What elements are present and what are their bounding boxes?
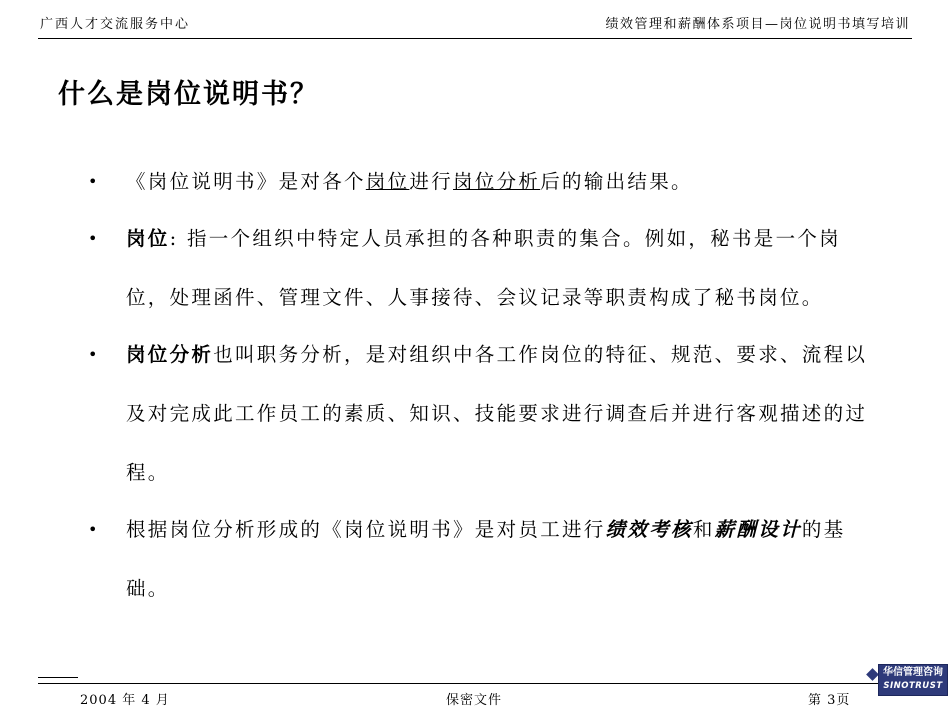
bullet-item-3 xyxy=(88,325,868,502)
bullet-marker: • xyxy=(88,172,100,191)
footer-confidential: 保密文件 xyxy=(446,693,503,708)
emphasis-performance-appraisal: 绩效考核 xyxy=(605,518,693,541)
bullet-item-2 xyxy=(88,209,868,327)
header-divider xyxy=(38,38,912,39)
link-position-analysis[interactable]: 岗位分析 xyxy=(453,170,541,193)
bullet-list xyxy=(88,152,868,618)
page-title: 什么是岗位说明书？ xyxy=(58,79,319,110)
bullet-1-text: 《岗位说明书》是对各个 xyxy=(126,170,366,193)
footer-divider xyxy=(38,683,890,684)
footer-page-number: 第 3页 xyxy=(808,693,851,708)
bullet-marker: • xyxy=(88,345,100,364)
bullet-item-1 xyxy=(88,152,868,211)
emphasis-compensation-design: 薪酬设计 xyxy=(714,518,802,541)
term-position: 岗位 xyxy=(126,227,170,250)
bullet-item-4 xyxy=(88,500,868,618)
header-organization: 广西人才交流服务中心 xyxy=(40,17,191,32)
bullet-2-text: : 指一个组织中特定人员承担的各种职责的集合。例如，秘书是一个岗位，处理函件、管理文件、人事接待、会议记录等职责构成了秘书岗位。 xyxy=(126,227,841,309)
header-project-title: 绩效管理和薪酬体系项目—岗位说明书填写培训 xyxy=(605,17,910,32)
bullet-4-text-2: 和 xyxy=(692,518,715,541)
bullet-1-text-2: 进行 xyxy=(409,170,454,193)
term-position-analysis: 岗位分析 xyxy=(126,343,214,366)
bullet-marker: • xyxy=(88,520,100,539)
logo-diamond-icon xyxy=(866,668,879,681)
bullet-3-text: 也叫职务分析，是对组织中各工作岗位的特征、规范、要求、流程以及对完成此工作员工的素质、知识、技能要求进行调查后并进行客观描述的过程。 xyxy=(126,343,868,484)
company-logo xyxy=(878,664,948,696)
logo-chinese-name: 华信管理咨询 xyxy=(883,667,943,678)
bullet-4-text: 根据岗位分析形成的《岗位说明书》是对员工进行 xyxy=(126,518,606,541)
bullet-marker: • xyxy=(88,229,100,248)
footer-date: 2004 年 4 月 xyxy=(80,693,170,708)
footer-accent-line xyxy=(38,677,78,678)
logo-english-name: SINOTRUST xyxy=(883,681,943,691)
bullet-1-text-3: 后的输出结果。 xyxy=(540,170,693,193)
bullet-4-text-3: 的基础。 xyxy=(126,518,846,600)
link-position[interactable]: 岗位 xyxy=(365,170,410,193)
